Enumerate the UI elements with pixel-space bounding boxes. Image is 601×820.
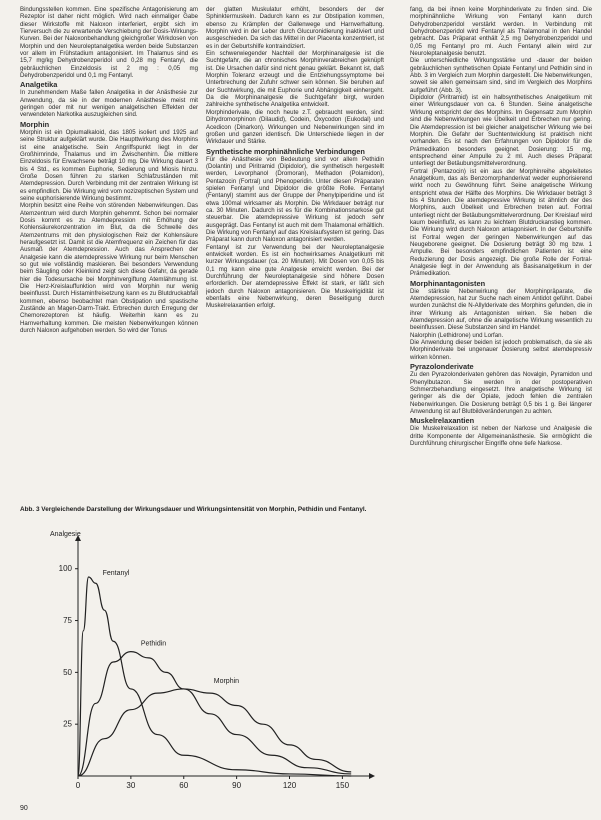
paragraph: Fentanyl ist zur Verwendung bei der Neuroleptanalgesie entwickelt worden. Es ist ein hochwirksames Analgetikum mit kurzer Wirkungsdauer (ca. 20 Minuten). Mit Dosen von 0,05 bis 0,1 mg kann eine gute Analgesie erreicht werden. Bei der Durchführung der Neuroleptanalgesie sind höhere Dosen erforderlich. Der atemdepressive Effekt ist stark, er läßt sich jedoch durch Naloxon antagonisieren. Die Muskelrigidität ist ebenfalls eine Nebenwirkung, deren Beseitigung durch Muskelrelaxantien erfolgt. bbox=[206, 243, 384, 310]
paragraph: Die Muskelrelaxation ist neben der Narkose und Analgesie die dritte Komponente der Allgemeinanästhesie. Sie ermöglicht die Durchführung chirurgischer Eingriffe ohne tiefe Narkose. bbox=[410, 425, 592, 447]
section-heading-muskelrelaxantien: Muskelrelaxantien bbox=[410, 416, 475, 426]
figure-caption: Abb. 3 Vergleichende Darstellung der Wirkungsdauer und Wirkungsintensität von Morphin, Pethidin und Fentanyl. bbox=[20, 506, 367, 513]
paragraph: Dipidolor (Piritramid) ist ein halbsynthetisches Analgetikum mit einer Wirkungsdauer von ca. 6 Stunden. Seine analgetische Wirkung entspricht der des Morphins. Im Gegensatz zum Morphin sind die Nebenwirkungen wie Übelkeit und Erbrechen nur gering. Die Atemdepression ist bei gleicher analgetischer Wirkung wie bei Morphin. Die Gefahr der Suchtentwicklung ist praktisch nicht vorhanden. Es ist nach den Erfahrungen von Dipidolor für die Prämedikation besonders geeignet. Dosierung: 15 mg, entsprechend einer Ampulle zu 2 ml. Auch dieses Präparat unterliegt der Betäubungsmittelverordnung. bbox=[410, 94, 592, 168]
paragraph: der glatten Muskulatur erhöht, besonders der der Sphinktermuskeln. Dadurch kann es zur Obstipation kommen, ebenso zu Krämpfen der Gallenwege und Harnverhaltung. Morphin wird in der Leber durch Glucuronidierung inaktiviert und ausgeschieden. Da sich das Mittel in der Placenta konzentriert, ist es in der Geburtshilfe kontraindiziert. bbox=[206, 6, 384, 50]
series-label-morphin: Morphin bbox=[213, 677, 240, 685]
section-heading-antagonisten: Morphinantagonisten bbox=[410, 278, 486, 288]
x-tick-label: 90 bbox=[232, 781, 242, 790]
paragraph: In zunehmendem Maße fallen Analgetika in der Anästhesie zur Anwendung, da sie in der modernen Anästhesie meist mit geringen oder mit nur wenigen analgetischen Effekten der verwendeten Narkotika auszugleichen sind. bbox=[20, 89, 198, 119]
paragraph: Morphin ist ein Opiumalkaloid, das 1805 isoliert und 1925 auf seine Struktur aufgeklärt wurde. Die Haupttwirkung des Morphins ist eine analgetische. Sein Angriffspunkt liegt in der Großhirnrinde, Thalamus und im Zwischenhirn. Die mittlere Einzeldosis für Erwachsene beträgt 10 mg. Die Wirkung dauert 3 bis 4 Std., es kommen Euphorie, Sedierung und Miosis hinzu. Große Dosen führen zu starken Schlafzuständen mit Atemdepression. Durch Verbindung mit der zentralen Wirkung ist es empfindlich. Die Wirkung wird vom nozizeptischen System und seine euphorisierende Wirkung bestimmt. bbox=[20, 128, 198, 202]
paragraph: Die unterschiedliche Wirkungsstärke und -dauer der beiden gebräuchlichen synthetischen Opiate Fentanyl und Pethidin sind in Abb. 3 im Vergleich zum Morphin dargestellt. Die Nebenwirkungen, soweit sie allen gemeinsam sind, sind im Vergleich des Morphins aufgeführt (Abb. 3). bbox=[410, 57, 592, 94]
paragraph: Morphinderivate, die noch heute z.T. gebraucht werden, sind: Dihydromorphinon (Dilaudid), Codein, Oxycodon (Eukodal) und Acedicon (Dinarkon). Wirkungen und Nebenwirkungen sind im großen und ganzen identisch. Die Unterschiede liegen in der Wirkdauer und Stärke. bbox=[206, 108, 384, 146]
analgesia-chart bbox=[20, 524, 386, 794]
paragraph: Nalorphin (Lethidrone) und Lorfan. bbox=[410, 331, 504, 339]
paragraph: Zu den Pyrazolonderivaten gehören das Novalgin, Pyramidon und Phenylbutazon. Sie werden in der postoperativen Schmerzbehandlung eingesetzt. Ihre analgetische Wirkung ist geringer als die der Opiate, jedoch fehlen die zentralen Nebenwirkungen. Die Dosierung beträgt 0,5 bis 1 g. Bei längerer Anwendung ist auf Blutbildveränderungen zu achten. bbox=[410, 371, 592, 415]
section-heading-pyrazolon: Pyrazolonderivate bbox=[410, 362, 474, 372]
x-tick-label: 150 bbox=[335, 781, 350, 790]
paragraph: Die Anwendung dieser beiden ist jedoch problematisch, da sie als Morphinderivate bei ungenauer Dosierung selbst atemdepressiv wirken können. bbox=[410, 339, 592, 361]
y-tick-label: 100 bbox=[58, 564, 72, 574]
paragraph: Für die Anästhesie von Bedeutung sind vor allem Pethidin (Dolantin) und Piritramid (Dipidolor), die synthetisch hergestellt werden, Levorphanol (Dromoran), Methadon (Polamidon), Pentazocin (Fortral) und Phenoperidin. Unter diesen Präparaten spielen Fentanyl und Dipidolor die größte Rolle. Fentanyl (Fentanyl) stammt aus der Gruppe der Phenylpiperidine und ist etwa 100mal wirksamer als Morphin. Die Wirkdauer beträgt nur ca. 30 Minuten. Dadurch ist es für die Kombinationsnarkose gut steuerbar. Die atemdepressive Wirkung ist jedoch sehr ausgeprägt. Das Fentanyl ist auch mit dem Thalamonal erhältlich. Die Wirkung von Fentanyl auf das Kreislaufsystem ist gering. Das Präparat kann durch Naloxon antagonisiert werden. bbox=[206, 155, 384, 244]
text-column-right bbox=[410, 6, 592, 816]
paragraph: Morphin besitzt eine Reihe von störenden Nebenwirkungen. Das Atemzentrum wird durch Morphin gehemmt. Schon bei normaler Dosis kommt es zu Atemdepression mit Erhöhung der Kohlensäurekonzentration im Blut, da die Schwelle des Atemzentrums mit den physiologischen Reiz der Kohlensäure heraufgesetzt ist. Damit ist die Atemfrequenz ein Zeichen für das Ausmaß der Atemdepression. Auch das Ansprechen der Analgesie kann die atemdepressive Wirkung nur beim Menschen so gut wie vollständig maskieren. Bei besonders Verwendung beim Säugling oder Kleinkind zeigt sich diese Gefahr, da gerade hier die Todesursache bei Morphinvergiftung Atemlähmung ist. Die Herz-Kreislauffunktion wird von Morphin nur wenig beeinflusst. Durch Histaminfreisetzung kann es zu Blutdruckabfall kommen, ebenso beobachtet man Obstipation und spastische Zustände an Magen-Darm-Trakt. Erbrechen durch Erregung der Chemorezeptoren ist häufig. Weiterhin kann es zu Harnverhaltung kommen. Die meisten Nebenwirkungen können durch Naloxon aufgehoben werden. So wird der Tonus bbox=[20, 202, 198, 335]
page-number: 90 bbox=[20, 805, 28, 812]
x-tick-label: 60 bbox=[179, 781, 189, 790]
paragraph: Fortral (Pentazocin) ist ein aus der Morphinreihe abgeleitetes Analgetikum, das als Benzomorphanderivat weder euphorisierend wirkt noch zu Gewöhnung führt. Seine analgetische Wirkung entspricht etwa der Hälfte des Morphins. Die Wirkdauer beträgt 3 bis 4 Stunden. Die atemdepressive Wirkung ist ähnlich der des Morphins, auch Übelkeit und Erbrechen treten auf. Fortral unterliegt nicht der Betäubungsmittelverordnung. Der Kreislauf wird kaum beeinflußt, es kann zu leichtem Blutdruckanstieg kommen. Die Wirkung wird durch Naloxon antagonisiert. In der Geburtshilfe ist Fortral wegen der geringen Nebenwirkungen auf das Neugeborene geeignet. Die Dosierung beträgt 30 mg bzw. 1 Ampulle. Bei besonders empfindlichen Patienten ist eine Reduzierung der Dosis angezeigt. Die große Rolle der Fortral-Analgesie liegt in der Anwendung als Basisanalgetikum in der Prämedikation. bbox=[410, 167, 592, 278]
paragraph: Bindungsstellen kommen. Eine spezifische Antagonisierung am Rezeptor ist daher nicht möglich. Wird nach einmaliger Gabe dieser Wirkstoffe mit Naloxon interferiert, ergibt sich im Tierversuch die zu erwartende Verschiebung der Dosis-Wirkungs-Kurven. Bei der Naloxonbehandlung gleichgroßer Wirkdosen von Morphin und den Neuroleptanalgetika werden beide Substanzen vor allem im Frühstadium antagonisiert. Im Thalamus sind es 15,7 mg/kg Dehydrobenzperidol und 0,28 mg Fentanyl, die gebräuchlichen Einzeldosis ist 2 mg : 0,05 mg Dehydrobenzperidol und 0,1 mg Fentanyl. bbox=[20, 6, 198, 80]
series-label-fentanyl: Fentanyl bbox=[102, 570, 130, 578]
paragraph: Ein schwerwiegender Nachteil der Morphinanalgesie ist die Suchtgefahr, die an chronisches Morphinverabreichen geknüpft ist. Die Ursachen dafür sind nicht genau geklärt. Bekannt ist, daß Morphin Toleranz erzeugt und die Entziehungssymptome bei Unterbrechung der Zufuhr schwer sein können. Sie beruhen auf der Suchtwirkung, die mit Euphorie und Abhängigkeit einhergeht. Da die Morphinanalgesie die Suchtgefahr birgt, wurden zahlreiche synthetische Analgetika entwickelt. bbox=[206, 50, 384, 109]
y-axis-label: Analgesie bbox=[50, 531, 81, 538]
paragraph: Die stärkste Nebenwirkung der Morphinpräparate, die Atemdepression, hat zur Suche nach einem Antidot geführt. Dabei wurden zunächst die N-Allylderivate des Morphins gefunden, die in ihrer Wirkung als Antagonisten wirken. Sie heben die Atemdepression auf, ohne die analgetische Wirkung wesentlich zu beeinflussen. Diese Substanzen sind im Handel: bbox=[410, 287, 592, 332]
y-tick-label: 75 bbox=[63, 616, 72, 626]
subheading-synthetic: Synthetische morphinähnliche Verbindungen bbox=[206, 146, 365, 156]
paragraph: fang, da bei ihnen keine Morphinderivate zu finden sind. Die morphinähnliche Wirkung von Fentanyl kann durch Dehydrobenzperidol verstärkt werden. In Verbindung mit Dehydrobenzperidol wird Fentanyl als Thalamonal in den Handel gebracht. Das Präparat enthält 2,5 mg Dehydrobenzperidol und 0,05 mg Fentanyl pro ml. Auch Fentanyl allein wird zur Neuroleptanalgesie benutzt. bbox=[410, 6, 592, 58]
x-tick-label: 120 bbox=[282, 781, 297, 790]
text-column-middle bbox=[206, 6, 384, 508]
series-line-morphin bbox=[78, 689, 351, 776]
x-tick-label: 30 bbox=[126, 781, 136, 790]
section-heading-analgetika: Analgetika bbox=[20, 80, 58, 90]
subheading-morphin: Morphin bbox=[20, 119, 50, 129]
x-tick-label: 0 bbox=[75, 781, 81, 790]
series-label-pethidin: Pethidin bbox=[140, 640, 167, 648]
series-line-fentanyl bbox=[78, 577, 351, 776]
series-line-pethidin bbox=[78, 652, 351, 776]
y-tick-label: 50 bbox=[63, 667, 72, 677]
chart-svg bbox=[20, 524, 386, 794]
text-column-left bbox=[20, 6, 198, 508]
y-tick-label: 25 bbox=[63, 719, 72, 729]
